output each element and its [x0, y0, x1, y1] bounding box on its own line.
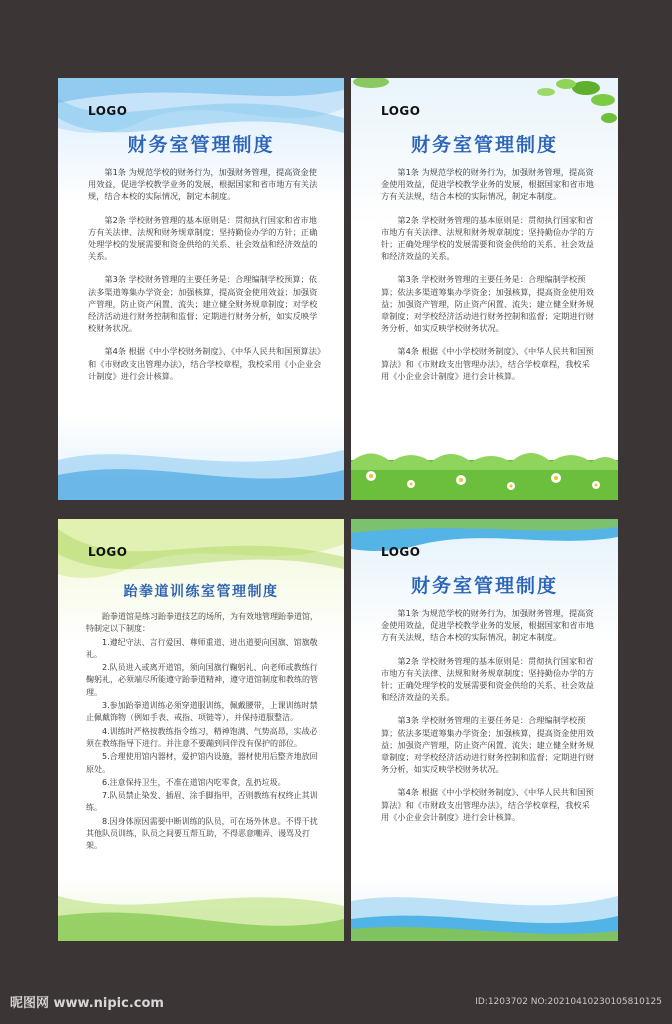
rule-paragraph: 第3条 学校财务管理的主要任务是：合理编制学校预算；依法多渠道筹集办学资金；加强核算，提高资金使用效益；加强资产管理，防止资产闲置、流失；建立健全财务规章制度；对学校经济活动进行财务控制和监督；定期进行财务分析，如实反映学校财务状况。	[381, 715, 594, 775]
rule-paragraph: 第1条 为规范学校的财务行为，加强财务管理，提高资金使用效益，促进学校教学业务的发展，根据国家和省市地方有关法规，结合本校的实际情况，制定本制度。	[88, 167, 318, 202]
bluegreen-wave-bottom-decoration	[351, 881, 618, 941]
rule-paragraph: 5.合理使用馆内器材，爱护馆内设施，器材使用后整齐地放回原处。	[86, 752, 318, 774]
logo-text: LOGO	[88, 104, 128, 118]
rule-paragraph: 1.遵纪守法、言行爱国、尊师重道、进出道要向国旗、馆旗敬礼。	[86, 637, 318, 659]
logo-text: LOGO	[381, 104, 421, 118]
rule-paragraph: 7.队员禁止染发、插眉、涂手脚指甲，否则教练有权终止其训练。	[86, 791, 318, 813]
poster-title: 财务室管理制度	[410, 575, 558, 597]
green-wave-bottom-decoration	[58, 881, 344, 941]
rule-paragraph: 第3条 学校财务管理的主要任务是：合理编制学校预算；依法多渠道筹集办学资金；加强核算，提高资金使用效益；加强资产管理，防止资产闲置、流失；建立健全财务规章制度；对学校经济活动进行财务控制和监督；定期进行财务分析，如实反映学校财务状况。	[88, 274, 318, 334]
rule-paragraph: 第1条 为规范学校的财务行为，加强财务管理，提高资金使用效益，促进学校教学业务的发展，根据国家和省市地方有关法规，结合本校的实际情况，制定本制度。	[381, 608, 594, 643]
rule-paragraph: 2.队员进入或离开道馆，须向国旗行鞠躬礼、向老师或教练行鞠躬礼，必须端尽所能遵守跆拳道精神，遵守道馆制度和教练的管理。	[86, 663, 318, 697]
poster-finance-nature	[351, 78, 618, 500]
image-id-text: ID:1203702 NO:20210410230105810125	[475, 997, 662, 1007]
poster-title: 财务室管理制度	[410, 134, 558, 156]
rule-paragraph: 跆拳道馆是练习跆拳道技艺的场所，为有效地管理跆拳道馆，特制定以下制度：	[86, 612, 318, 634]
rule-paragraph: 第4条 根据《中小学校财务制度》、《中华人民共和国预算法》和《市财政支出管理办法》，结合学校章程，我校采用《小企业会计制度》进行会计核算。	[381, 787, 594, 822]
poster-finance-bluegreen	[351, 519, 618, 941]
rule-paragraph: 8.因身体原因需要中断训练的队员，可在场外休息。不得干扰其他队员训练，队员之间要互帮互助，不得恶意嘲弄、谩骂及打架。	[86, 816, 318, 851]
rule-paragraph: 第2条 学校财务管理的基本原则是：贯彻执行国家和省市地方有关法律、法规和财务规章制度；坚持勤俭办学的方针；正确处理学校的发展需要和资金供给的关系、社会效益和经济效益的关系。	[381, 214, 594, 262]
poster-title: 跆拳道训练室管理制度	[123, 584, 279, 600]
rule-paragraph: 第3条 学校财务管理的主要任务是：合理编制学校预算；依法多渠道筹集办学资金；加强核算，提高资金使用效益；加强资产管理，防止资产闲置、流失；建立健全财务规章制度；对学校经济活动进行财务控制和监督；定期进行财务分析，如实反映学校财务状况。	[381, 274, 594, 334]
watermark-text: 昵图网 www.nipic.com	[10, 996, 164, 1011]
poster-title: 财务室管理制度	[127, 134, 275, 156]
logo-text: LOGO	[381, 545, 421, 559]
rule-paragraph: 第1条 为规范学校的财务行为，加强财务管理，提高资金使用效益，促进学校教学业务的发展，根据国家和省市地方有关法规，结合本校的实际情况，制定本制度。	[381, 167, 594, 202]
rule-paragraph: 第2条 学校财务管理的基本原则是：贯彻执行国家和省市地方有关法律、法规和财务规章制度；坚持勤俭办学的方针；正确处理学校的发展需要和资金供给的关系、社会效益和经济效益的关系。	[381, 655, 594, 703]
logo-text: LOGO	[88, 545, 128, 559]
grass-flowers-decoration	[351, 440, 618, 500]
rule-paragraph: 3.参加跆拳道训练必须穿道服训练，佩戴腰带，上课训练时禁止佩戴饰物（例如手表、戒指、项链等），并保持道服整洁。	[86, 701, 318, 723]
rule-paragraph: 第4条 根据《中小学校财务制度》、《中华人民共和国预算法》和《市财政支出管理办法》，结合学校章程，我校采用《小企业会计制度》进行会计核算。	[381, 346, 594, 381]
blue-wave-bottom-decoration	[58, 440, 344, 500]
rule-paragraph: 4.训练时严格按教练指令练习，精神饱满、气势高昂，实战必须在教练指导下进行。并注意不要蹦到同伴没有保护的部位。	[86, 726, 318, 748]
rule-paragraph: 6.注意保持卫生，不准在道馆内吃零食，乱扔垃圾。	[102, 777, 286, 787]
rules-text	[88, 166, 322, 393]
rules-text	[381, 166, 596, 393]
rules-text	[86, 611, 322, 854]
rules-text	[381, 607, 596, 834]
poster-finance-blue	[58, 78, 344, 500]
rule-paragraph: 第2条 学校财务管理的基本原则是：贯彻执行国家和省市地方有关法律、法规和财务规章制度；坚持勤俭办学的方针；正确处理学校的发展需要和资金供给的关系、社会效益和经济效益的关系。	[88, 214, 318, 262]
rule-paragraph: 第4条 根据《中小学校财务制度》、《中华人民共和国预算法》和《市财政支出管理办法》，结合学校章程，我校采用《小企业会计制度》进行会计核算。	[88, 346, 322, 381]
poster-taekwondo-green	[58, 519, 344, 941]
